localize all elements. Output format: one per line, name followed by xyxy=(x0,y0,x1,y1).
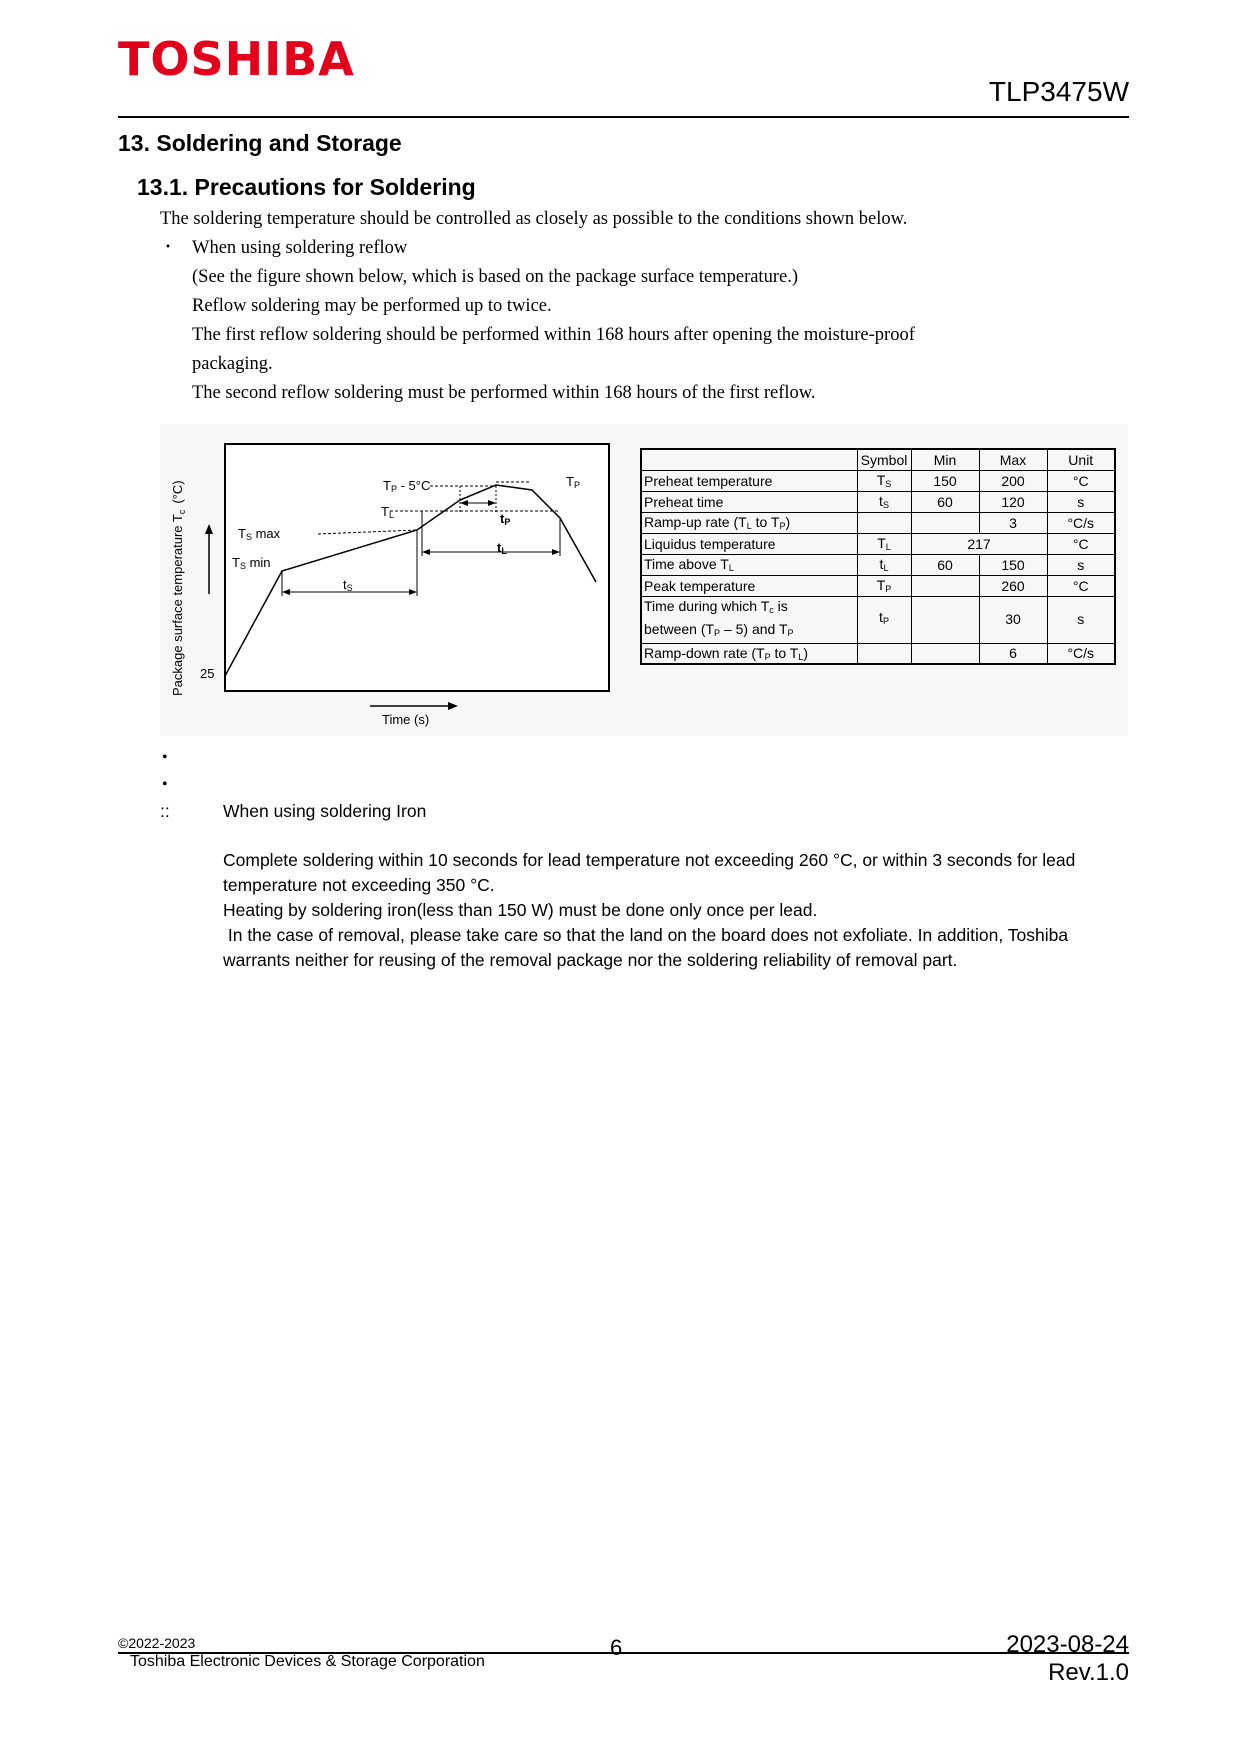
min-cell xyxy=(911,643,979,664)
iron-line: temperature not exceeding 350 °C. xyxy=(223,875,495,895)
iron-marker: :: xyxy=(160,801,170,821)
item-cell: Ramp-down rate ($T_P$ to $T_L$) xyxy=(641,643,857,664)
symbol-cell: $t_L$ xyxy=(857,554,911,575)
symbol-cell xyxy=(857,512,911,533)
unit-cell: s xyxy=(1047,554,1115,575)
ts-min-label: TS min xyxy=(232,555,271,571)
symbol-cell: $t_P$ xyxy=(857,596,911,643)
table-row xyxy=(641,643,1115,664)
tl-label: TL xyxy=(381,504,394,520)
stray-bullet: • xyxy=(162,749,168,766)
max-cell: 120 xyxy=(979,491,1047,512)
start-temperature-label: 25 xyxy=(200,666,215,681)
reflow-conditions-table xyxy=(640,448,1116,665)
table-row xyxy=(641,491,1115,512)
iron-title: When using soldering Iron xyxy=(223,801,427,821)
toshiba-logo: TOSHIBA xyxy=(118,32,355,86)
tp-minus5-label: TP - 5°C xyxy=(383,478,431,494)
unit-cell: °C/s xyxy=(1047,643,1115,664)
table-row xyxy=(641,470,1115,491)
max-cell: 6 xyxy=(979,643,1047,664)
header-cell xyxy=(641,449,857,470)
tp-label: TP xyxy=(566,474,580,490)
item-cell: Peak temperature xyxy=(641,575,857,596)
table-header-row xyxy=(641,449,1115,470)
intro-text: The soldering temperature should be controlled as closely as possible to the conditions shown below. xyxy=(160,209,908,229)
item-cell: Preheat temperature xyxy=(641,470,857,491)
reflow-bullet: ・ xyxy=(160,239,177,256)
x-axis-label: Time (s) xyxy=(382,712,430,727)
document-number: TLP3475W xyxy=(988,76,1129,107)
iron-line: Complete soldering within 10 seconds for lead temperature not exceeding 260 °C, or within 3 seconds for lead xyxy=(223,850,1076,870)
table-row xyxy=(641,533,1115,554)
item-cell: Time during which $T_c$ is between $(T_P - 5)$ and $T_P$ xyxy=(641,596,857,643)
reflow-title: When using soldering reflow xyxy=(192,238,408,258)
footer-company: Toshiba Electronic Devices & Storage Corporation xyxy=(130,1653,485,1670)
footer-revision: Rev.1.0 xyxy=(1048,1659,1129,1686)
item-cell: Ramp-up rate ($T_L$ to $T_P$) xyxy=(641,512,857,533)
stray-bullet: • xyxy=(162,776,168,793)
symbol-cell: $T_S$ xyxy=(857,470,911,491)
header-cell: Min xyxy=(911,449,979,470)
max-cell: 30 xyxy=(979,596,1047,643)
reflow-line: packaging. xyxy=(192,354,273,374)
symbol-cell: $t_S$ xyxy=(857,491,911,512)
section-heading: 13. Soldering and Storage xyxy=(118,130,402,156)
max-cell: 260 xyxy=(979,575,1047,596)
unit-cell: °C/s xyxy=(1047,512,1115,533)
tp-time-label: tP xyxy=(500,511,511,527)
min-cell xyxy=(911,512,979,533)
header-divider xyxy=(118,116,1129,118)
min-cell: 150 xyxy=(911,470,979,491)
tl-time-label: tL xyxy=(497,540,507,556)
min-cell: 60 xyxy=(911,491,979,512)
ts-time-label: tS xyxy=(343,577,353,593)
table-row xyxy=(641,575,1115,596)
value-cell: 217 xyxy=(911,533,1047,554)
min-cell xyxy=(911,575,979,596)
item-cell: Preheat time xyxy=(641,491,857,512)
table-row xyxy=(641,596,1115,643)
unit-cell: s xyxy=(1047,596,1115,643)
iron-line: warrants neither for reusing of the removal package nor the soldering reliability of removal part. xyxy=(223,950,958,970)
min-cell: 60 xyxy=(911,554,979,575)
iron-line: Heating by soldering iron(less than 150 W) must be done only once per lead. xyxy=(223,900,818,920)
unit-cell: s xyxy=(1047,491,1115,512)
subsection-heading: 13.1. Precautions for Soldering xyxy=(137,174,476,200)
unit-cell: °C xyxy=(1047,533,1115,554)
table-row xyxy=(641,512,1115,533)
min-cell xyxy=(911,596,979,643)
max-cell: 3 xyxy=(979,512,1047,533)
header-cell: Unit xyxy=(1047,449,1115,470)
table-row xyxy=(641,554,1115,575)
iron-line: In the case of removal, please take care so that the land on the board does not exfoliate. In addition, Toshiba xyxy=(223,925,1069,945)
footer-date: 2023-08-24 xyxy=(1006,1631,1129,1658)
reflow-line: Reflow soldering may be performed up to twice. xyxy=(192,296,552,316)
reflow-line: The first reflow soldering should be performed within 168 hours after opening the moisture-proof xyxy=(192,325,915,345)
header-cell: Max xyxy=(979,449,1047,470)
footer-copyright: ©2022-2023 xyxy=(118,1635,196,1651)
item-cell: Liquidus temperature xyxy=(641,533,857,554)
max-cell: 150 xyxy=(979,554,1047,575)
ts-max-label: TS max xyxy=(238,526,281,542)
symbol-cell: $T_L$ xyxy=(857,533,911,554)
max-cell: 200 xyxy=(979,470,1047,491)
unit-cell: °C xyxy=(1047,575,1115,596)
symbol-cell xyxy=(857,643,911,664)
unit-cell: °C xyxy=(1047,470,1115,491)
reflow-line: The second reflow soldering must be performed within 168 hours of the first reflow. xyxy=(192,383,816,403)
symbol-cell: $T_P$ xyxy=(857,575,911,596)
page-number: 6 xyxy=(610,1635,623,1660)
reflow-line: (See the figure shown below, which is based on the package surface temperature.) xyxy=(192,267,798,287)
item-cell: Time above $T_L$ xyxy=(641,554,857,575)
y-axis-label: Package surface temperature $T_c(^\circ C)$ xyxy=(170,480,187,696)
header-cell: Symbol xyxy=(857,449,911,470)
